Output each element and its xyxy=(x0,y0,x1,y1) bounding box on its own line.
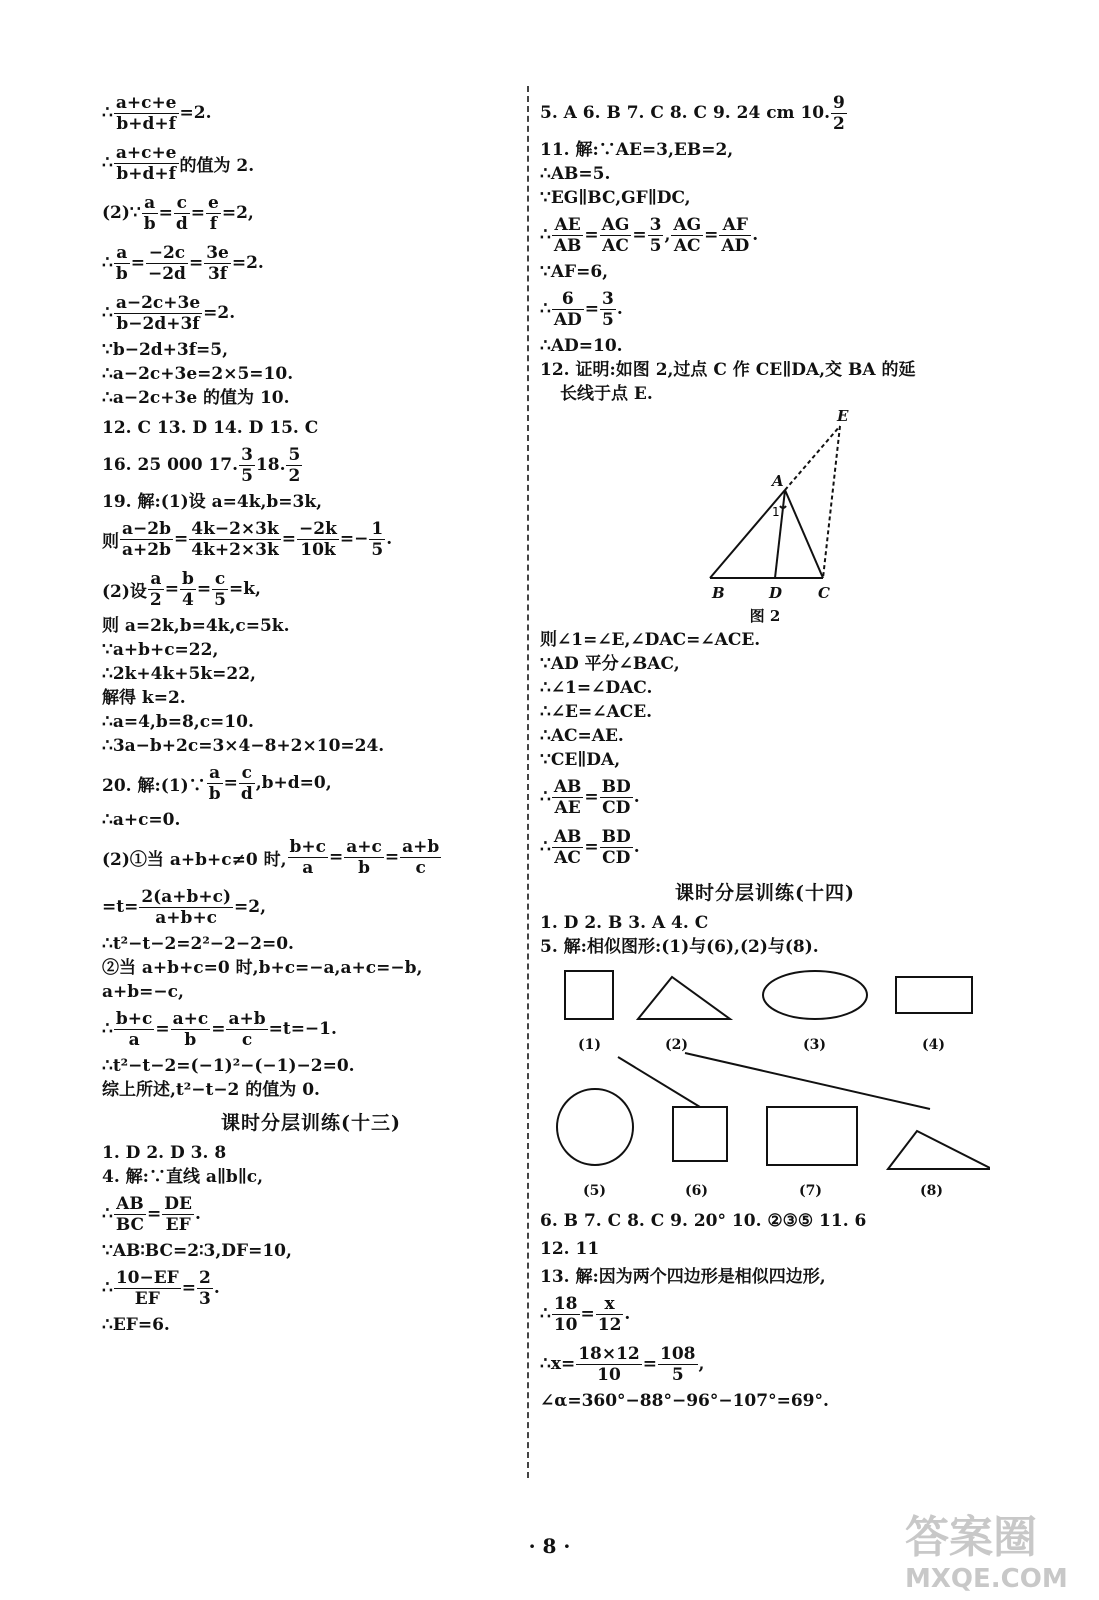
text-line: 5. 解:相似图形:(1)与(6),(2)与(8). xyxy=(540,937,819,957)
eq-line: (2)∵ $\frac{a}{b}$ = $\frac{c}{d}$ = $\frac{e}{f}$ =2, xyxy=(102,192,254,234)
label-angle-1: 1 xyxy=(772,505,780,519)
eq-line: ∴ $\frac{10-EF}{EF}$ = $\frac{2}{3}$ . xyxy=(102,1267,220,1309)
answer-line: 1. D 2. B 3. A 4. C xyxy=(540,913,709,933)
figure-2 xyxy=(540,406,990,606)
eq-line: 则 $\frac{a-2b}{a+2b}$ = $\frac{4k-2\times 3k}{4k+2\times 3k}$ = $\frac{-2k}{10k}$ =− $\frac{1}{5}$ . xyxy=(102,518,393,560)
shape-2-triangle xyxy=(638,977,730,1019)
section-heading: 课时分层训练(十三) xyxy=(221,1112,401,1134)
page-number: · 8 · xyxy=(528,1534,571,1558)
left-column xyxy=(102,88,520,1337)
text-line: ∴AB=5. xyxy=(540,164,611,184)
shape-label-8: (8) xyxy=(920,1183,943,1199)
text-line: ∴t²−t−2=2²−2−2=0. xyxy=(102,934,294,954)
text-line: 则 a=2k,b=4k,c=5k. xyxy=(102,616,290,636)
text-line: ∴a−2c+3e=2×5=10. xyxy=(102,364,294,384)
shape-label-1: (1) xyxy=(578,1037,601,1053)
eq-line: (2)①当 a+b+c≠0 时, $\frac{b+c}{a}$ = $\frac{a+c}{b}$ = $\frac{a+b}{c}$ xyxy=(102,836,440,878)
eq-line: ∴ $\frac{a}{b}$ = $\frac{-2c}{-2d}$ = $\frac{3e}{3f}$ =2. xyxy=(102,242,264,284)
shape-1-square xyxy=(565,971,613,1019)
shape-5-circle xyxy=(557,1089,633,1165)
text-line: ∵b−2d+3f=5, xyxy=(102,340,229,360)
section-heading: 课时分层训练(十四) xyxy=(675,882,855,904)
answer-line: 16. 25 000 17. $\frac{3}{5}$ 18. $\frac{5}{2}$ xyxy=(102,444,301,486)
eq-line: ∴ $\frac{a+c+e}{b+d+f}$ 的值为 2. xyxy=(102,142,255,184)
label-B: B xyxy=(712,584,725,602)
eq-line: ∴ $\frac{AB}{BC}$ = $\frac{DE}{EF}$ . xyxy=(102,1193,201,1235)
eq-line: =t= $\frac{2(a+b+c)}{a+b+c}$ =2, xyxy=(102,886,267,928)
fraction: $\frac{a+c+e}{b+d+f}$ xyxy=(115,92,177,134)
text-line: 13. 解:因为两个四边形是相似四边形, xyxy=(540,1267,826,1287)
shape-8-triangle xyxy=(888,1131,990,1169)
eq-line: ∴ $\frac{b+c}{a}$ = $\frac{a+c}{b}$ = $\frac{a+b}{c}$ =t=−1. xyxy=(102,1008,337,1050)
shape-3-ellipse xyxy=(763,971,867,1019)
shape-label-3: (3) xyxy=(803,1037,826,1053)
match-line-2-8 xyxy=(685,1053,930,1109)
text-line: ∴2k+4k+5k=22, xyxy=(102,664,256,684)
shape-label-4: (4) xyxy=(922,1037,945,1053)
text-line: 综上所述,t²−t−2 的值为 0. xyxy=(102,1080,320,1100)
answer-line: 1. D 2. D 3. 8 xyxy=(102,1143,227,1163)
eq-line: ∴ $\frac{a+c+e}{b+d+f}$ =2. xyxy=(102,92,212,134)
text-line: ②当 a+b+c=0 时,b+c=−a,a+c=−b, xyxy=(102,958,423,978)
text-line: ∴∠1=∠DAC. xyxy=(540,678,653,698)
text-line: 12. 证明:如图 2,过点 C 作 CE∥DA,交 BA 的延 xyxy=(540,360,916,380)
text-line: 19. 解:(1)设 a=4k,b=3k, xyxy=(102,492,323,512)
text-line: ∵AD 平分∠BAC, xyxy=(540,654,680,674)
figure-caption: 图 2 xyxy=(749,607,781,625)
text-line: 解得 k=2. xyxy=(102,688,186,708)
eq-line: ∴x= $\frac{18\times 12}{10}$ = $\frac{108}{5}$ , xyxy=(540,1343,705,1385)
shape-label-6: (6) xyxy=(685,1183,708,1199)
text-line: ∴t²−t−2=(−1)²−(−1)−2=0. xyxy=(102,1056,355,1076)
shape-4-rectangle xyxy=(896,977,972,1013)
shape-7-rectangle xyxy=(767,1107,857,1165)
eq-line: ∴ $\frac{6}{AD}$ = $\frac{3}{5}$ . xyxy=(540,288,623,330)
shape-label-2: (2) xyxy=(665,1037,688,1053)
answer-line: 6. B 7. C 8. C 9. 20° 10. ②③⑤ 11. 6 xyxy=(540,1211,867,1231)
text-line: 11. 解:∵AE=3,EB=2, xyxy=(540,140,734,160)
text-line: ∵AF=6, xyxy=(540,262,609,282)
text-line: ∵AB∶BC=2∶3,DF=10, xyxy=(102,1241,292,1261)
text-line: ∴a=4,b=8,c=10. xyxy=(102,712,254,732)
eq-line: (2)设 $\frac{a}{2}$ = $\frac{b}{4}$ = $\frac{c}{5}$ =k, xyxy=(102,568,261,610)
text-line: ∵a+b+c=22, xyxy=(102,640,219,660)
text-line: ∠α=360°−88°−96°−107°=69°. xyxy=(540,1391,829,1411)
right-column xyxy=(540,88,990,1413)
watermark-logo: 答案圈 MXQE.COM xyxy=(905,1512,1068,1594)
label-E: E xyxy=(837,407,849,425)
side-AC xyxy=(785,490,823,578)
segment-CE xyxy=(823,426,840,578)
shape-6-square xyxy=(673,1107,727,1161)
eq-line: ∴ $\frac{AB}{AE}$ = $\frac{BD}{CD}$ . xyxy=(540,776,640,818)
text-line: ∴AC=AE. xyxy=(540,726,624,746)
eq-line: ∴ $\frac{AB}{AC}$ = $\frac{BD}{CD}$ . xyxy=(540,826,640,868)
label-D: D xyxy=(769,584,783,602)
text-line: 则∠1=∠E,∠DAC=∠ACE. xyxy=(540,630,761,650)
extension-AE xyxy=(785,426,840,490)
text-line: a+b=−c, xyxy=(102,982,184,1002)
column-divider xyxy=(527,86,529,1478)
text-line: ∴AD=10. xyxy=(540,336,623,356)
segment-AD xyxy=(775,490,785,578)
answer-line: 12. C 13. D 14. D 15. C xyxy=(102,418,319,438)
text-line: ∴a+c=0. xyxy=(102,810,181,830)
similar-shapes-figure xyxy=(540,959,990,1209)
text-line: ∴a−2c+3e 的值为 10. xyxy=(102,388,290,408)
text-line: 长线于点 E. xyxy=(560,384,653,404)
side-BA xyxy=(710,490,785,578)
eq-line: ∴ $\frac{18}{10}$ = $\frac{x}{12}$ . xyxy=(540,1293,631,1335)
eq-line: 20. 解:(1)∵ $\frac{a}{b}$ = $\frac{c}{d}$ ,b+d=0, xyxy=(102,762,332,804)
fraction: $\frac{a+c+e}{b+d+f}$ xyxy=(115,142,177,184)
answer-line: 5. A 6. B 7. C 8. C 9. 24 cm 10. $\frac{9}{2}$ xyxy=(540,92,845,134)
text-line: ∵EG∥BC,GF∥DC, xyxy=(540,188,691,208)
answer-line: 12. 11 xyxy=(540,1239,600,1259)
label-C: C xyxy=(818,584,830,602)
shape-label-7: (7) xyxy=(799,1183,822,1199)
text-line: ∴∠E=∠ACE. xyxy=(540,702,653,722)
text-line: ∵CE∥DA, xyxy=(540,750,621,770)
text-line: ∴3a−b+2c=3×4−8+2×10=24. xyxy=(102,736,385,756)
shape-label-5: (5) xyxy=(583,1183,606,1199)
eq-line: ∴ $\frac{a-2c+3e}{b-2d+3f}$ =2. xyxy=(102,292,236,334)
text-line: ∴EF=6. xyxy=(102,1315,170,1335)
text-line: 4. 解:∵直线 a∥b∥c, xyxy=(102,1167,264,1187)
eq-line: ∴ $\frac{AE}{AB}$ = $\frac{AG}{AC}$ = $\frac{3}{5}$ , $\frac{AG}{AC}$ = $\frac{AF}{AD}$ . xyxy=(540,214,759,256)
label-A: A xyxy=(772,472,784,490)
match-line-1-6 xyxy=(618,1057,700,1107)
